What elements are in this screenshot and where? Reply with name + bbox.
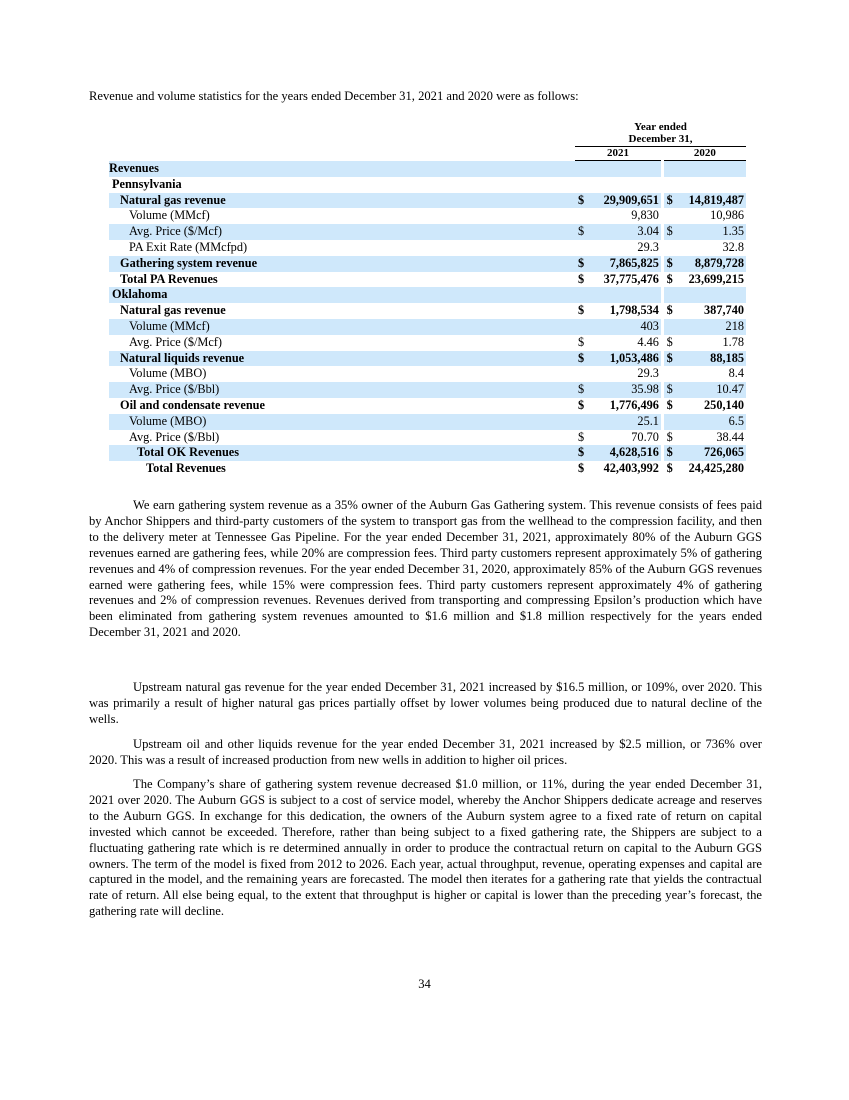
cell-value: 218 [725,318,744,333]
currency-sign: $ [666,255,673,270]
value-2020 [664,256,746,272]
cell-value: 1,053,486 [609,350,659,365]
row-label: Volume (MBO) [129,366,207,381]
value-2020 [664,193,746,209]
currency-sign [664,240,667,256]
row-label: Natural gas revenue [109,193,575,209]
cell-value: 1.35 [722,224,744,239]
cell-value: 37,775,476 [603,271,659,286]
currency-sign: $ [578,334,585,349]
cell-value: 29.3 [637,239,659,254]
cell-value: 24,425,280 [688,461,744,476]
table-row [109,272,746,288]
row-label: Avg. Price ($/Mcf) [109,224,575,240]
cell-value: 88,185 [710,350,744,365]
cell-value: 403 [640,318,659,333]
table-row [109,382,746,398]
row-label: Avg. Price ($/Mcf) [129,334,222,349]
cell-value: 1.78 [722,334,744,349]
value-2020 [664,319,746,335]
header-year-ended: Year ended [634,121,687,133]
table-row [109,177,746,193]
row-label: Natural liquids revenue [109,351,575,367]
currency-sign: $ [578,429,585,444]
value-2020 [664,414,746,430]
currency-sign [575,366,578,382]
currency-sign [575,240,578,256]
value-2021 [575,319,661,335]
table-row [109,335,746,351]
cell-value: 4,628,516 [609,445,659,460]
table-row [109,303,746,319]
table-row [109,351,746,367]
currency-sign: $ [666,461,673,476]
currency-sign: $ [578,192,585,207]
value-2020 [664,445,746,461]
row-label: Revenues [109,161,575,177]
value-2021 [575,351,661,367]
cell-value: 10,986 [710,208,744,223]
currency-sign: $ [578,382,585,397]
currency-sign: $ [578,271,585,286]
table-year-row [109,147,746,161]
value-2020 [664,287,746,303]
paragraph-oil-liquids: Upstream oil and other liquids revenue for the year ended December 31, 2021 increased by $2.5 million, or 736% over 2020. This was a result of increased production from new wells in addition to higher oil prices. [89,737,762,767]
value-2021 [575,240,661,256]
value-2020 [664,366,746,382]
cell-value: 38.44 [716,429,744,444]
cell-value: 8,879,728 [694,255,744,270]
value-2020 [664,335,746,351]
table-row [109,319,746,335]
value-2020 [664,398,746,414]
cell-value: 14,819,487 [688,192,744,207]
currency-sign: $ [666,303,673,318]
header-december: December 31, [628,133,693,145]
col-2021-header: 2021 [575,147,661,161]
value-2020 [664,461,746,477]
cell-value: 387,740 [704,303,744,318]
cell-value: 35.98 [631,382,659,397]
value-2020 [664,240,746,256]
value-2020 [664,351,746,367]
value-2021 [575,335,661,351]
table-row [109,256,746,272]
currency-sign: $ [666,382,673,397]
cell-value: 726,065 [704,445,744,460]
col-2020-header: 2020 [664,147,746,161]
row-label: Gathering system revenue [109,256,575,272]
row-label: PA Exit Rate (MMcfpd) [129,239,248,254]
revenue-volume-table [109,122,746,477]
currency-sign: $ [578,445,585,460]
row-label: Total OK Revenues [109,445,575,461]
currency-sign: $ [578,397,585,412]
table-row [109,445,746,461]
value-2020 [664,177,746,193]
value-2021 [575,272,661,288]
value-2021 [575,256,661,272]
row-label: Total Revenues [146,461,226,476]
currency-sign: $ [578,350,585,365]
table-row [109,461,746,477]
value-2021 [575,430,661,446]
value-2020 [664,272,746,288]
table-row [109,208,746,224]
value-2020 [664,382,746,398]
intro-sentence: Revenue and volume statistics for the years ended December 31, 2021 and 2020 were as follows: [89,89,579,103]
value-2021 [575,461,661,477]
row-label: Oil and condensate revenue [120,397,265,412]
value-2021 [575,193,661,209]
cell-value: 32.8 [722,239,744,254]
table-row [109,366,746,382]
table-row [109,287,746,303]
value-2020 [664,208,746,224]
currency-sign: $ [666,271,673,286]
cell-value: 29.3 [637,366,659,381]
value-2021 [575,414,661,430]
value-2021 [575,382,661,398]
table-row [109,398,746,414]
currency-sign: $ [578,303,585,318]
cell-value: 4.46 [637,334,659,349]
row-label: Pennsylvania [112,176,182,191]
currency-sign [664,366,667,382]
value-2021 [575,398,661,414]
currency-sign: $ [578,224,585,239]
table-row [109,161,746,177]
paragraph-natural-gas: Upstream natural gas revenue for the year ended December 31, 2021 increased by $16.5 million, or 109%, over 2020. This was primarily a result of higher natural gas prices partially offset by lower volumes being produced due to natural decline of the wells. [89,680,762,726]
row-label: Avg. Price ($/Bbl) [109,382,575,398]
cell-value: 1,798,534 [609,303,659,318]
value-2020 [664,430,746,446]
cell-value: 29,909,651 [603,192,659,207]
value-2021 [575,208,661,224]
cell-value: 70.70 [631,429,659,444]
value-2021 [575,445,661,461]
row-label: Avg. Price ($/Bbl) [129,429,220,444]
value-2021 [575,287,661,303]
cell-value: 6.5 [728,413,744,428]
value-2020 [664,161,746,177]
table-row [109,414,746,430]
row-label: Total PA Revenues [120,271,218,286]
currency-sign: $ [666,224,673,239]
cell-value: 1,776,496 [609,397,659,412]
cell-value: 23,699,215 [688,271,744,286]
value-2021 [575,161,661,177]
currency-sign [664,208,667,224]
row-label: Volume (MMcf) [129,208,210,223]
cell-value: 250,140 [704,397,744,412]
paragraph-cost-of-service: The Company’s share of gathering system revenue decreased $1.0 million, or 11%, during the year ended December 31, 2021 over 2020. The Auburn GGS is subject to a cost of service model, whereby the Anchor Shippers dedicate acreage and reserves to the Auburn GGS. In exchange for this dedication, the owners of the Auburn system agree to a fixed rate of return on capital invested which cannot be exceeded. Therefore, rather than being subject to a fixed gathering rate, the Shippers are subject to a fluctuating gathering rate which is re determined annually in order to produce the contractual return on capital to the Auburn GGS owners. The term of the model is fixed from 2012 to 2026. Each year, actual throughput, revenue, operating expenses and capital are captured in the model, and the remaining years are forecasted. The model then iterates for a gathering rate that yields the contractual rate of return. All else being equal, to the extent that throughput is higher or capital is lower than the preceding year’s forecast, the gathering rate will decline. [89,777,762,919]
currency-sign: $ [578,255,585,270]
currency-sign: $ [666,334,673,349]
currency-sign [575,414,578,430]
row-label: Volume (MBO) [109,414,575,430]
cell-value: 25.1 [637,413,659,428]
cell-value: 3.04 [637,224,659,239]
table-row [109,224,746,240]
cell-value: 8.4 [728,366,744,381]
currency-sign [575,208,578,224]
table-row [109,240,746,256]
row-label: Oklahoma [109,287,575,303]
page-number: 34 [418,977,431,991]
currency-sign [664,319,667,335]
value-2021 [575,224,661,240]
cell-value: 9,830 [631,208,659,223]
row-label: Volume (MMcf) [109,319,575,335]
cell-value: 10.47 [716,382,744,397]
currency-sign [575,319,578,335]
value-2021 [575,366,661,382]
currency-sign: $ [666,429,673,444]
value-2020 [664,224,746,240]
value-2021 [575,303,661,319]
currency-sign [664,414,667,430]
paragraph-gathering: We earn gathering system revenue as a 35% owner of the Auburn Gas Gathering system. This revenue consists of fees paid by Anchor Shippers and third-party customers of the system to transport gas from the wellhead to the compression facility, and then to the delivery meter at Tennessee Gas Pipeline. For the year ended December 31, 2021, approximately 80% of the Auburn GGS revenues earned are gathering fees, while 20% are compression fees. Third party customers represent approximately 5% of gathering revenues and 4% of compression revenues. For the year ended December 31, 2020, approximately 85% of the Auburn GGS revenues earned were gathering fees, while 15% were compression fees. Third party customers represent approximately 4% of gathering revenues and 2% of compression revenues. Revenues derived from transporting and compressing Epsilon’s production which have been eliminated from gathering system revenues amounted to $1.6 million and $1.8 million respectively for the years ended December 31, 2021 and 2020. [89,498,762,640]
cell-value: 42,403,992 [603,461,659,476]
value-2020 [664,303,746,319]
table-row [109,430,746,446]
currency-sign: $ [666,445,673,460]
cell-value: 7,865,825 [609,255,659,270]
currency-sign: $ [666,397,673,412]
row-label: Natural gas revenue [120,303,226,318]
currency-sign: $ [666,350,673,365]
table-header-row [109,134,746,147]
currency-sign: $ [578,461,585,476]
table-row [109,193,746,209]
value-2021 [575,177,661,193]
currency-sign: $ [666,192,673,207]
